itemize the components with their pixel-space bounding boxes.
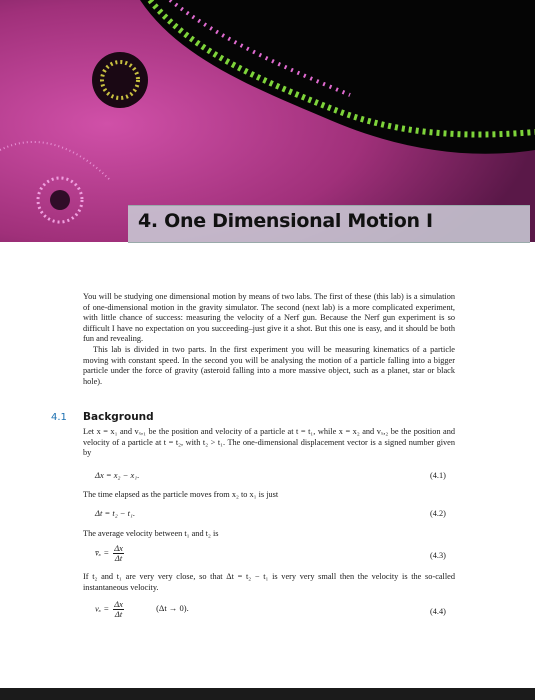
equation-number-4-3: (4.3)	[430, 551, 446, 560]
equation-4-3-denominator: Δt	[114, 553, 123, 563]
equation-4-4-lhs: vₓ =	[95, 603, 110, 614]
background-paragraph-1: Let x = x₁ and vₓ,₁ be the position and velocity of a particle at t = t₁, while x = x₂ and vₓ,₂ be the position and velocity of a particle at t = t₂, with t₂ > t₁. The one-dimensional displacement vector is a signed number given by	[83, 427, 455, 458]
intro-paragraph-1: You will be studying one dimensional motion by means of two labs. The first of these (this lab) is a simulation of one-dimensional motion in the gravity simulator. The second (next lab) is a more complicated experiment, with little chance of success: measuring the velocity of a Nerf gun. Because the Nerf gun experiment is so difficult I have no expectation on you succeeding–just give it a shot. But this one is easy, and it should be both fun and revealing.	[83, 292, 455, 344]
background-paragraph-4: If t₂ and t₁ are very very close, so that Δt = t₂ − t₁ is very very small then the velocity is the so-called instantaneous velocity.	[83, 572, 455, 592]
equation-4-4	[95, 600, 189, 619]
intro-paragraph-2: This lab is divided in two parts. In the first experiment you will be measuring kinematics of a particle moving with constant speed. In the second you will be analysing the motion of a particle falling into a bigger particle under the force of gravity (asteroid falling into a more massive object, such as a planet, star or black hole).	[83, 345, 455, 386]
equation-4-4-fraction	[113, 600, 124, 619]
equation-number-4-1: (4.1)	[430, 471, 446, 480]
equation-4-4-condition: (Δt → 0).	[156, 603, 189, 614]
background-paragraph-2: The time elapsed as the particle moves from x₂ to x₁ is just	[83, 490, 279, 499]
chapter-banner-image	[0, 0, 535, 248]
equation-4-3	[95, 544, 126, 563]
chapter-title: 4. One Dimensional Motion I	[138, 210, 433, 232]
equation-number-4-2: (4.2)	[430, 509, 446, 518]
equation-4-1: Δx = x₂ − x₁.	[95, 470, 140, 480]
chapter-title-band	[128, 205, 530, 243]
equation-number-4-4: (4.4)	[430, 607, 446, 616]
equation-4-3-numerator: Δx	[114, 543, 123, 553]
section-title: Background	[83, 411, 154, 423]
equation-4-4-denominator: Δt	[114, 609, 123, 619]
equation-4-3-fraction	[113, 544, 124, 563]
equation-4-3-lhs: v̄ₓ =	[95, 547, 110, 558]
equation-4-4-numerator: Δx	[114, 599, 123, 609]
equation-4-2: Δt = t₂ − t₁.	[95, 508, 136, 518]
background-paragraph-3: The average velocity between t₁ and t₂ is	[83, 529, 219, 538]
page-bottom-bar	[0, 688, 535, 700]
section-number: 4.1	[51, 412, 67, 423]
